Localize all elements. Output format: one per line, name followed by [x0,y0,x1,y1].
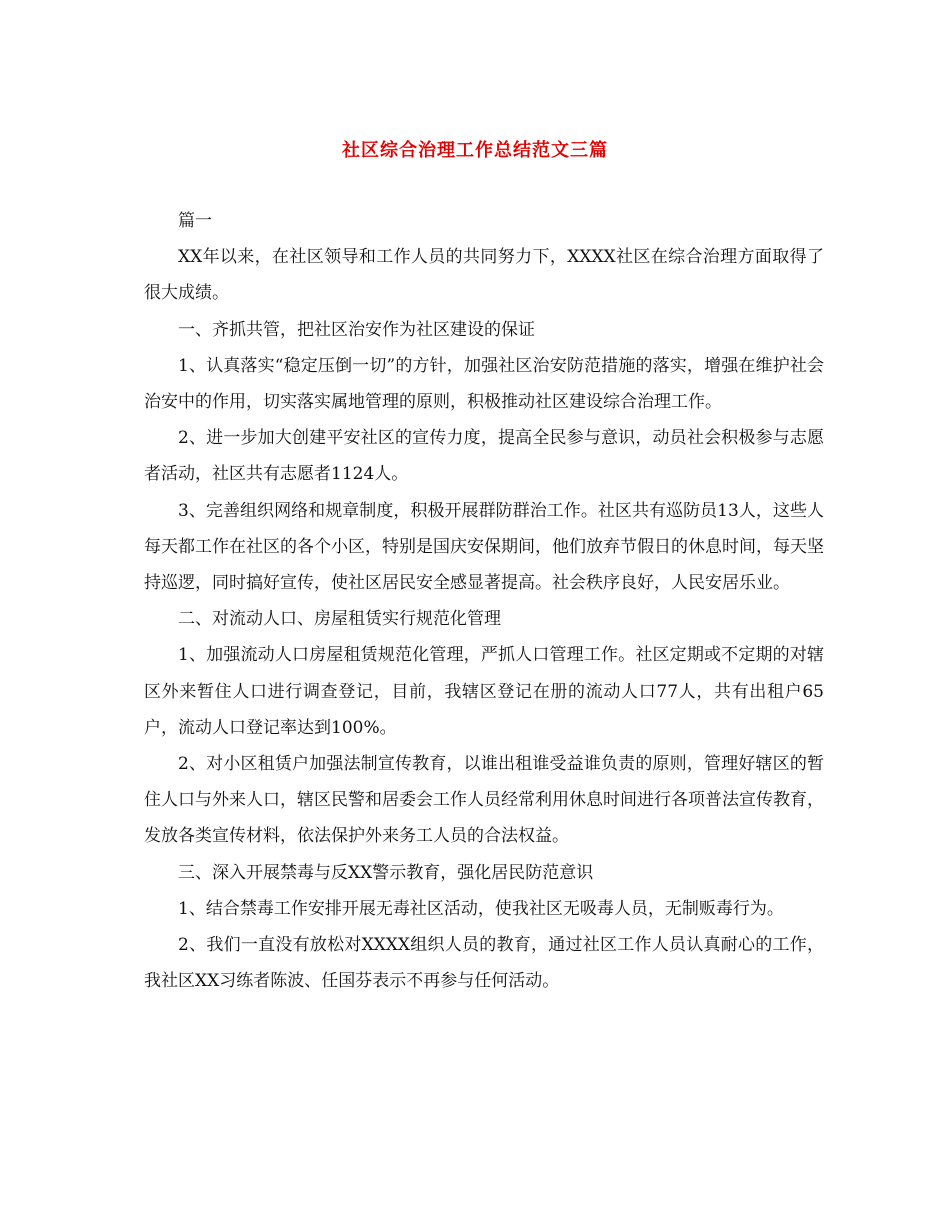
document-body [144,203,824,999]
heading-section-one: 一、齐抓共管，把社区治安作为社区建设的保证 [178,319,535,340]
paragraph-1-1: 1、认真落实“稳定压倒一切”的方针，加强社区治安防范措施的落实，增强在维护社会治安中的作用，切实落实属地管理的原则，积极推动社区建设综合治理工作。 [144,355,824,413]
paragraph-1-3: 3、完善组织网络和规章制度，积极开展群防群治工作。社区共有巡防员13人，这些人每天都工作在社区的各个小区，特别是国庆安保期间，他们放弃节假日的休息时间，每天坚持巡逻，同时搞好宣传，使社区居民安全感显著提高。社会秩序良好，人民安居乐业。 [144,500,824,594]
document-title: 社区综合治理工作总结范文三篇 [342,140,608,161]
heading-section-three: 三、深入开展禁毒与反XX警示教育，强化居民防范意识 [178,862,594,883]
paragraph-1-2: 2、进一步加大创建平安社区的宣传力度，提高全民参与意识，动员社会积极参与志愿者活动，社区共有志愿者1124人。 [144,428,824,485]
section-label-part-one: 篇一 [178,211,212,231]
paragraph-3-2: 2、我们一直没有放松对XXXX组织人员的教育，通过社区工作人员认真耐心的工作，我社区XX习练者陈波、任国芬表示不再参与任何活动。 [144,935,824,992]
heading-section-two: 二、对流动人口、房屋租赁实行规范化管理 [178,609,501,630]
paragraph-3-1: 1、结合禁毒工作安排开展无毒社区活动，使我社区无吸毒人员，无制贩毒行为。 [178,898,784,919]
paragraph-2-1: 1、加强流动人口房屋租赁规范化管理，严抓人口管理工作。社区定期或不定期的对辖区外来暂住人口进行调查登记，目前，我辖区登记在册的流动人口77人，共有出租户65户，流动人口登记率达到100%。 [144,645,824,738]
paragraph-2-2: 2、对小区租赁户加强法制宣传教育，以谁出租谁受益谁负责的原则，管理好辖区的暂住人口与外来人口，辖区民警和居委会工作人员经常利用休息时间进行各项普法宣传教育，发放各类宣传材料，依法保护外来务工人员的合法权益。 [144,754,824,847]
intro-paragraph: XX年以来，在社区领导和工作人员的共同努力下，XXXX社区在综合治理方面取得了很大成绩。 [144,247,824,304]
